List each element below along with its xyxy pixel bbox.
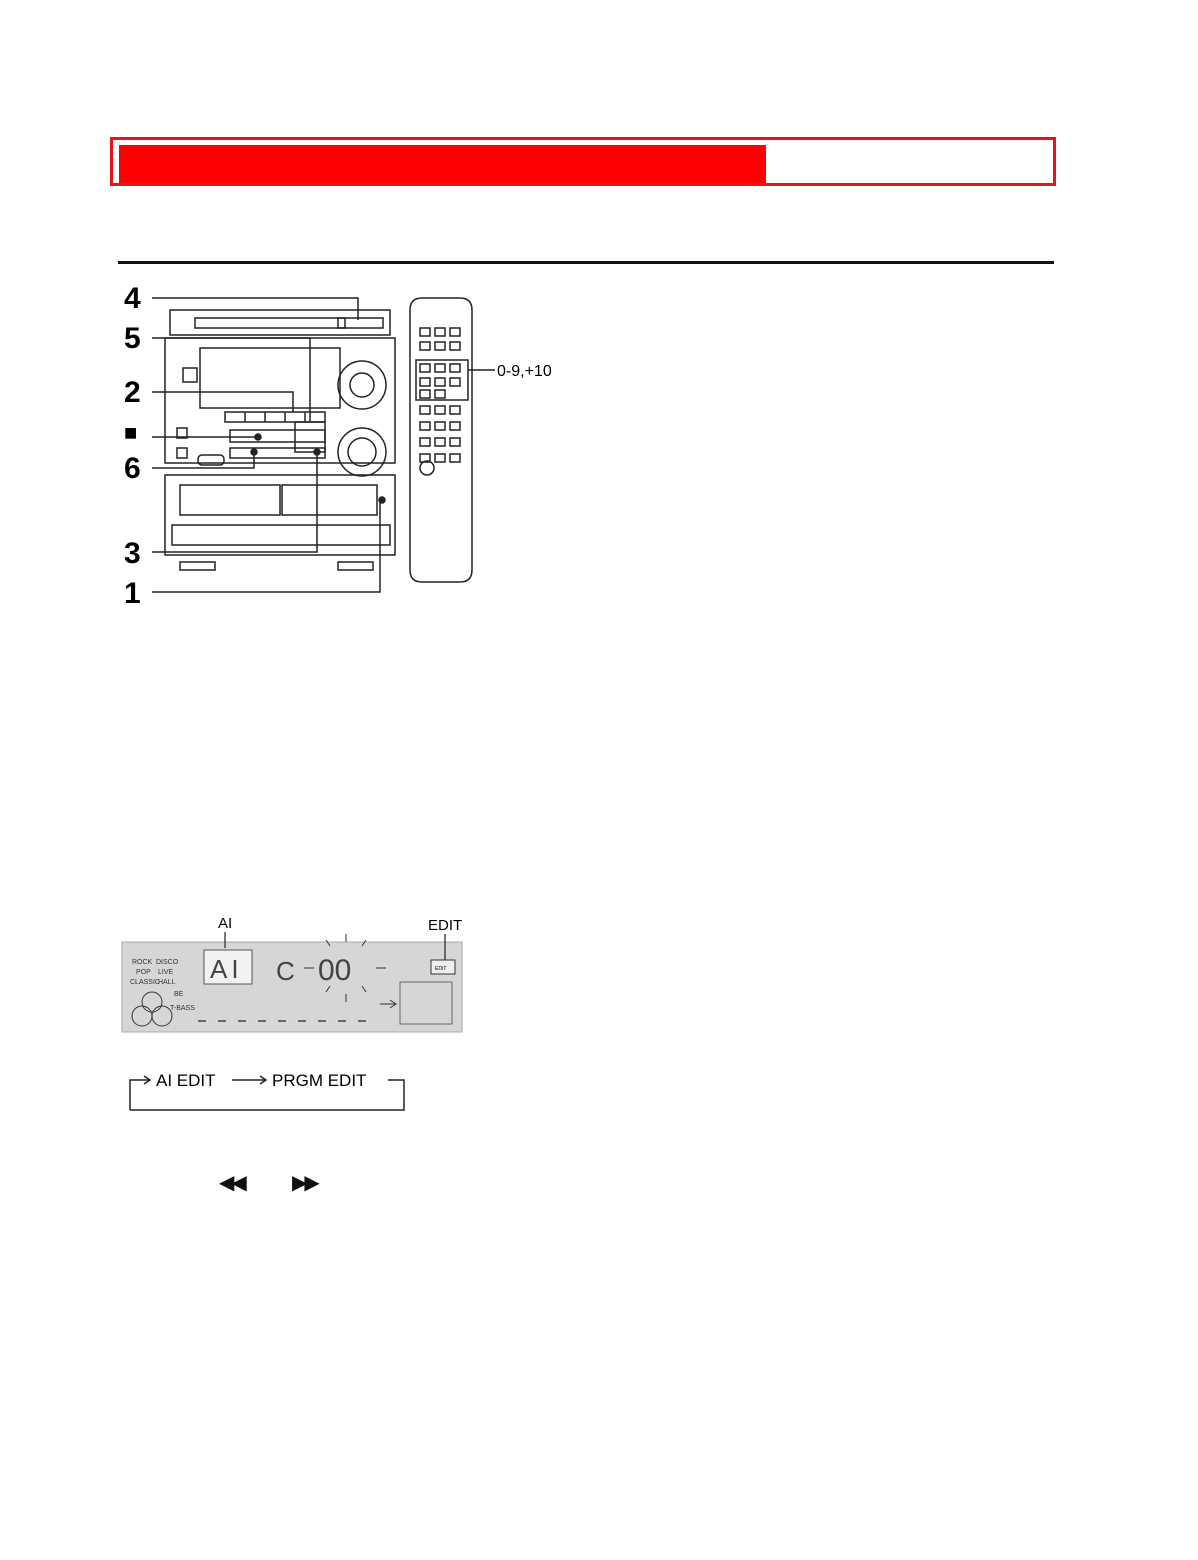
eq-mode-live: LIVE [158,969,174,976]
fast-forward-icon: ▶▶ [292,1172,317,1194]
eq-mode-hall: HALL [158,979,176,986]
callout-6: 6 [124,452,141,485]
stereo-unit-drawing [165,310,395,570]
remote-number-keys-label: 0-9,+10 [497,363,552,380]
c-segment: C [276,956,295,986]
eq-mode-classic: CLASSIC [130,979,160,986]
edit-cycle-diagram [124,1062,414,1118]
callout-3: 3 [124,537,141,570]
eq-mode-disco: DISCO [156,959,179,966]
callout-4: 4 [124,282,141,315]
section-header-bar [119,145,766,183]
eq-mode-pop: POP [136,969,151,976]
cycle-step-prgm-edit: PRGM EDIT [272,1071,367,1090]
eq-mode-rock: ROCK [132,959,153,966]
stereo-and-remote-illustration [110,280,570,610]
lcd-display-illustration [118,912,468,1037]
be-indicator: BE [174,991,184,998]
cycle-step-ai-edit: AI EDIT [156,1071,216,1090]
callout-leaders [152,298,380,592]
edit-indicator: EDIT [435,966,447,972]
track-number-readout: 00 [318,954,352,987]
callout-5: 5 [124,322,141,355]
callout-2: 2 [124,376,141,409]
callout-1: 1 [124,577,141,610]
rewind-icon: ◀◀ [219,1172,244,1194]
remote-drawing [410,298,495,582]
section-divider [118,261,1054,264]
ai-label: AI [218,915,233,932]
callout-stop: ■ [124,420,138,445]
ai-segment-readout: AI [210,954,243,984]
tbass-indicator: T-BASS [170,1005,195,1012]
edit-label: EDIT [428,917,463,934]
